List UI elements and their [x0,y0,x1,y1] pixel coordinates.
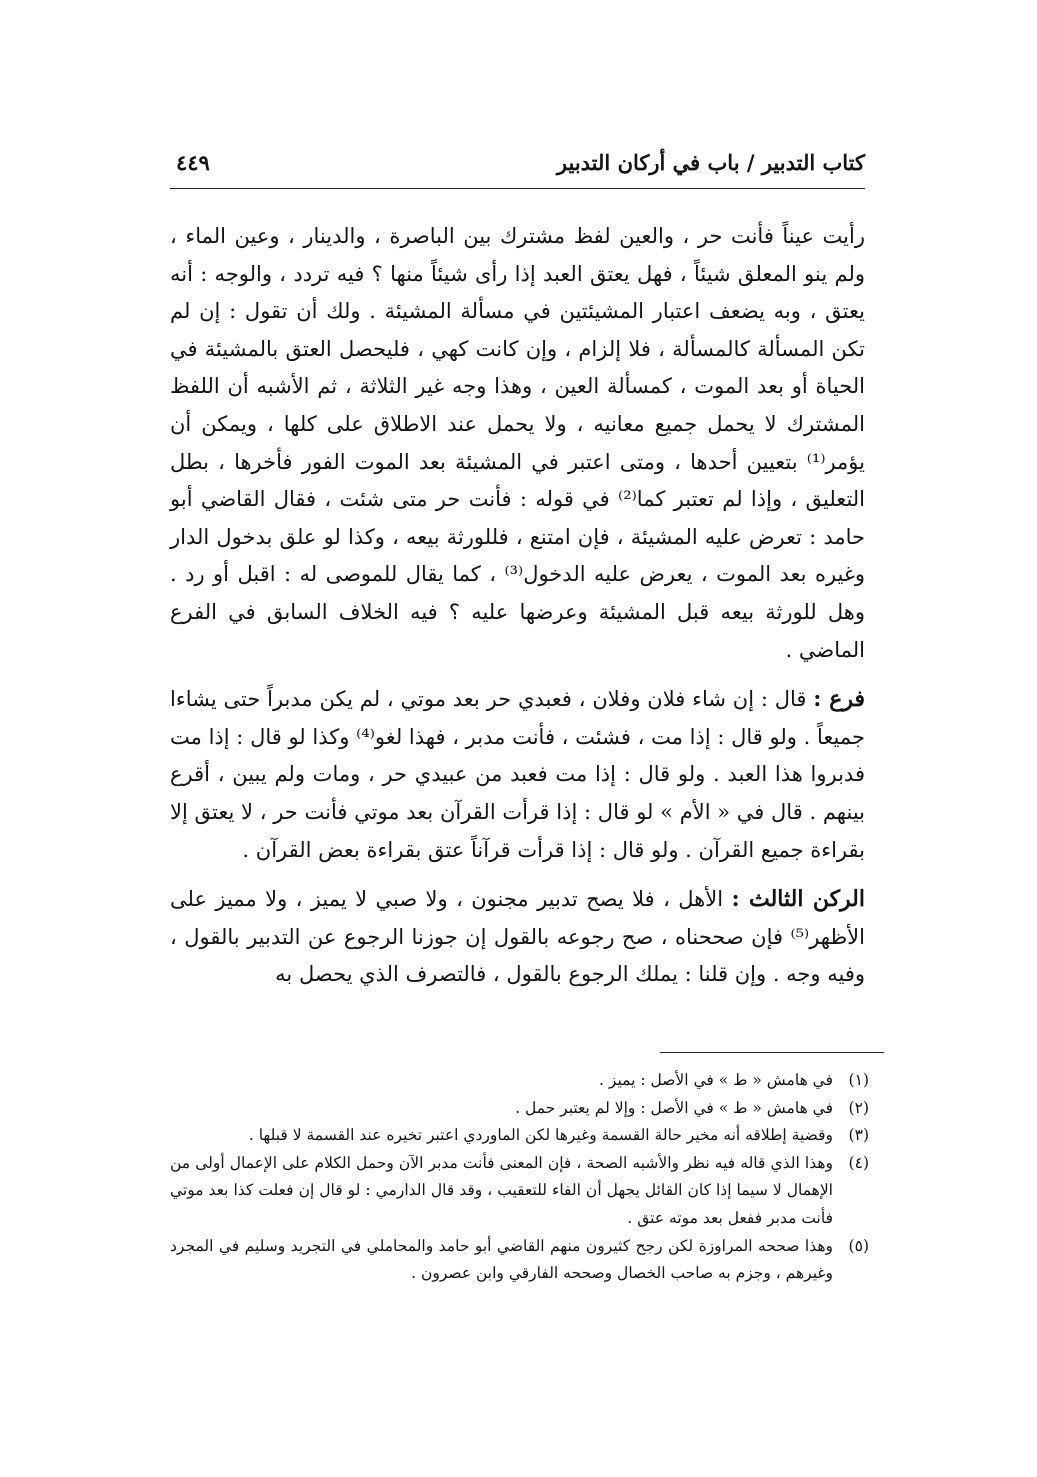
footnote [170,1233,869,1288]
footnote-number: (١) [848,1071,869,1089]
footnote-text: وهذا الذي قاله فيه نظر والأشبه الصحة ، فإن المعنى فأنت مدبر الآن وحمل الكلام على الإعمال أولى من الإهمال لا سيما إذا كان القائل يجهل أن الفاء للتعقيب ، وقد قال الدارمي : لو قال إن فعلت كذا بعد موتي فأنت مدبر ففعل بعد موته عتق . [170,1153,833,1227]
footnote [170,1150,869,1233]
footnote [170,1122,869,1150]
paragraph-3-text: الأهل ، فلا يصح تدبير مجنون ، ولا صبي لا يميز ، ولا مميز على الأظهر⁽⁵⁾ فإن صححناه ، صح رجوعه بالقول إن جوزنا الرجوع عن التدبير بالقول ، وفيه وجه . وإن قلنا : يملك الرجوع بالقول ، فالتصرف الذي يحصل به [170,887,865,987]
footnote [170,1067,869,1095]
footnote-number: (٢) [848,1098,869,1117]
footnote-text: وهذا صححه المراوزة لكن رجح كثيرون منهم القاضي أبو حامد والمحاملي في التجريد وسليم في المجرد وغيرهم ، وجزم به صاحب الخصال وصححه الفارقي وابن عصرون . [170,1236,833,1283]
page-header [170,148,865,189]
footnote-separator [660,1052,884,1053]
paragraph-1: رأيت عيناً فأنت حر ، والعين لفظ مشترك بين الباصرة ، والدينار ، وعين الماء ، ولم ينو المعلق شيئاً ، فهل يعتق العبد إذا رأى شيئاً منها ؟ فيه تردد ، والوجه : أنه يعتق ، وبه يضعف اعتبار المشيئتين في مسألة المشيئة . ولك أن تقول : إن لم تكن المسألة كالمسألة ، فلا إلزام ، وإن كانت كهي ، فليحصل العتق بالمشيئة في الحياة أو بعد الموت ، كمسألة العين ، وهذا وجه غير الثلاثة ، ثم الأشبه أن اللفظ المشترك لا يحمل جميع معانيه ، ولا يحمل عند الاطلاق على كلها ، ويمكن أن يؤمر⁽¹⁾ بتعيين أحدها ، ومتى اعتبر في المشيئة بعد الموت الفور فأخرها ، بطل التعليق ، وإذا لم تعتبر كما⁽²⁾ في قوله : فأنت حر متى شئت ، فقال القاضي أبو حامد : تعرض عليه المشيئة ، فإن امتنع ، فللورثة بيعه ، وكذا لو علق بدخول الدار وغيره بعد الموت ، يعرض عليه الدخول⁽³⁾ ، كما يقال للموصى له : اقبل أو رد . وهل للورثة بيعه قبل المشيئة وعرضها عليه ؟ فيه الخلاف السابق في الفرع الماضي . [170,224,866,662]
paragraph-3 [170,881,865,994]
footnote-text: وقضية إطلاقه أنه مخير حالة القسمة وغيرها لكن الماوردي اعتبر تخيره عند القسمة لا قبلها . [248,1126,833,1145]
page-number: ٤٤٩ [176,150,210,175]
footnote-number: (٣) [848,1126,869,1145]
section-lead-third-pillar: الركن الثالث : [731,886,865,913]
paragraph-2 [170,681,865,869]
paragraph-2-text: قال : إن شاء فلان وفلان ، فعبدي حر بعد موتي ، لم يكن مدبراً حتى يشاءا جميعاً . ولو قال : إذا مت ، فشئت ، فأنت مدبر ، فهذا لغو⁽⁴⁾ وكذا لو قال : إذا مت فدبروا هذا العبد . ولو قال : إذا مت فعبد من عبيدي حر ، ومات ولم يبين ، أقرع بينهم . قال في « الأم » لو قال : إذا قرأت القرآن بعد موتي فأنت حر ، لا يعتق إلا بقراءة جميع القرآن . ولو قال : إذا قرأت قرآناً عتق بقراءة بعض القرآن . [170,687,865,862]
section-lead-far: فرع : [813,686,865,713]
footnote-text: في هامش « ط » في الأصل : وإلا لم يعتبر حمل . [515,1098,833,1117]
footnote-number: (٥) [848,1236,869,1255]
main-text [170,218,865,994]
footnote [170,1095,869,1123]
footnotes [170,1067,869,1288]
footnote-number: (٤) [848,1153,869,1172]
running-title: كتاب التدبير / باب في أركان التدبير [556,150,865,175]
footnote-text: في هامش « ط » في الأصل : يميز . [599,1071,833,1089]
